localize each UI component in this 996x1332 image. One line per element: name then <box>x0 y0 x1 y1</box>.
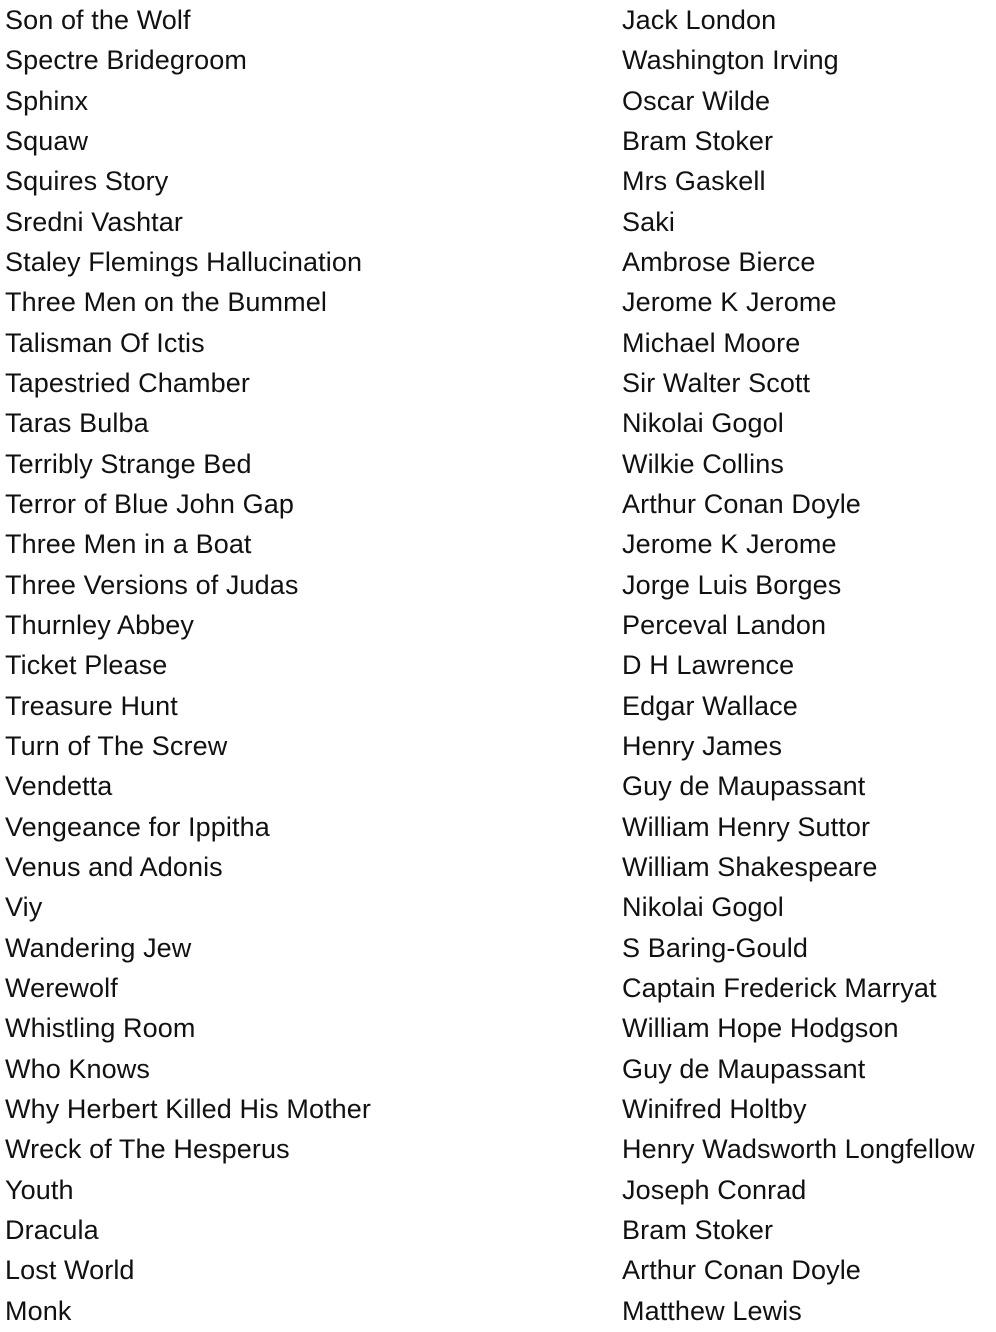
story-author: Joseph Conrad <box>622 1174 807 1205</box>
story-author: Edgar Wallace <box>622 690 798 721</box>
story-title: Squires Story <box>5 166 169 197</box>
story-title: Talisman Of Ictis <box>5 327 205 358</box>
list-row <box>0 1170 996 1210</box>
story-title: Monk <box>5 1295 72 1326</box>
story-author: Captain Frederick Marryat <box>622 972 937 1003</box>
story-title: Werewolf <box>5 972 118 1003</box>
list-row <box>0 605 996 645</box>
list-row <box>0 1250 996 1290</box>
story-title: Why Herbert Killed His Mother <box>5 1093 372 1124</box>
story-author: Arthur Conan Doyle <box>622 1255 861 1286</box>
story-author: Nikolai Gogol <box>622 892 784 923</box>
list-row <box>0 484 996 524</box>
story-author: Henry James <box>622 730 783 761</box>
list-row <box>0 403 996 443</box>
story-author: William Hope Hodgson <box>622 1013 899 1044</box>
list-row <box>0 242 996 282</box>
story-author: Jack London <box>622 5 777 35</box>
story-title: Whistling Room <box>5 1013 196 1044</box>
story-title: Staley Flemings Hallucination <box>5 246 363 277</box>
story-author: Ambrose Bierce <box>622 246 816 277</box>
list-row <box>0 887 996 927</box>
story-title: Tapestried Chamber <box>5 367 250 398</box>
story-author: Bram Stoker <box>622 125 774 156</box>
story-author: Bram Stoker <box>622 1214 774 1245</box>
story-author: Washington Irving <box>622 45 839 76</box>
story-author: Michael Moore <box>622 327 801 358</box>
list-row <box>0 202 996 242</box>
list-row <box>0 645 996 685</box>
list-row <box>0 1049 996 1089</box>
list-row <box>0 726 996 766</box>
list-row <box>0 1089 996 1129</box>
story-title: Squaw <box>5 125 89 156</box>
list-row <box>0 444 996 484</box>
story-title: Vengeance for Ippitha <box>5 811 270 842</box>
story-title: Viy <box>5 892 43 923</box>
list-row <box>0 323 996 363</box>
story-title: Three Versions of Judas <box>5 569 299 600</box>
story-title: Sphinx <box>5 85 89 116</box>
list-row <box>0 282 996 322</box>
story-author: Saki <box>622 206 675 237</box>
story-author: Jorge Luis Borges <box>622 569 842 600</box>
list-row <box>0 686 996 726</box>
story-author: Jerome K Jerome <box>622 287 837 318</box>
story-title: Youth <box>5 1174 74 1205</box>
story-author: Mrs Gaskell <box>622 166 766 197</box>
story-author: Guy de Maupassant <box>622 1053 866 1084</box>
list-row <box>0 766 996 806</box>
list-row <box>0 161 996 201</box>
story-author: Wilkie Collins <box>622 448 784 479</box>
story-author: Oscar Wilde <box>622 85 771 116</box>
list-row <box>0 40 996 80</box>
story-title: Terror of Blue John Gap <box>5 488 294 519</box>
list-row <box>0 1129 996 1169</box>
story-title: Vendetta <box>5 771 113 802</box>
story-title: Wreck of The Hesperus <box>5 1134 290 1165</box>
story-title: Taras Bulba <box>5 408 149 439</box>
list-row <box>0 81 996 121</box>
story-title: Treasure Hunt <box>5 690 178 721</box>
list-row <box>0 968 996 1008</box>
story-author: S Baring-Gould <box>622 932 808 963</box>
story-title: Terribly Strange Bed <box>5 448 252 479</box>
story-title: Ticket Please <box>5 650 168 681</box>
story-title: Turn of The Screw <box>5 730 228 761</box>
story-author: Arthur Conan Doyle <box>622 488 861 519</box>
story-title: Spectre Bridegroom <box>5 45 247 76</box>
story-author: Matthew Lewis <box>622 1295 802 1326</box>
story-title: Who Knows <box>5 1053 150 1084</box>
story-author: D H Lawrence <box>622 650 795 681</box>
story-author: Perceval Landon <box>622 609 827 640</box>
list-row <box>0 1291 996 1331</box>
story-author: Henry Wadsworth Longfellow <box>622 1134 975 1165</box>
story-author: Sir Walter Scott <box>622 367 811 398</box>
list-row <box>0 1210 996 1250</box>
story-title: Lost World <box>5 1255 135 1286</box>
story-title: Son of the Wolf <box>5 5 191 35</box>
story-author: William Henry Suttor <box>622 811 871 842</box>
list-row <box>0 363 996 403</box>
story-title: Sredni Vashtar <box>5 206 183 237</box>
list-row <box>0 1008 996 1048</box>
list-row <box>0 0 996 40</box>
story-author: Winifred Holtby <box>622 1093 807 1124</box>
story-title: Three Men in a Boat <box>5 529 252 560</box>
story-author: Nikolai Gogol <box>622 408 784 439</box>
story-author: Guy de Maupassant <box>622 771 866 802</box>
list-row <box>0 928 996 968</box>
story-title: Wandering Jew <box>5 932 192 963</box>
list-row <box>0 847 996 887</box>
story-title: Thurnley Abbey <box>5 609 195 640</box>
story-title: Venus and Adonis <box>5 851 223 882</box>
story-author: Jerome K Jerome <box>622 529 837 560</box>
story-author: William Shakespeare <box>622 851 878 882</box>
story-title: Dracula <box>5 1214 99 1245</box>
story-title: Three Men on the Bummel <box>5 287 327 318</box>
list-row <box>0 807 996 847</box>
list-row <box>0 565 996 605</box>
list-row <box>0 121 996 161</box>
list-row <box>0 524 996 564</box>
